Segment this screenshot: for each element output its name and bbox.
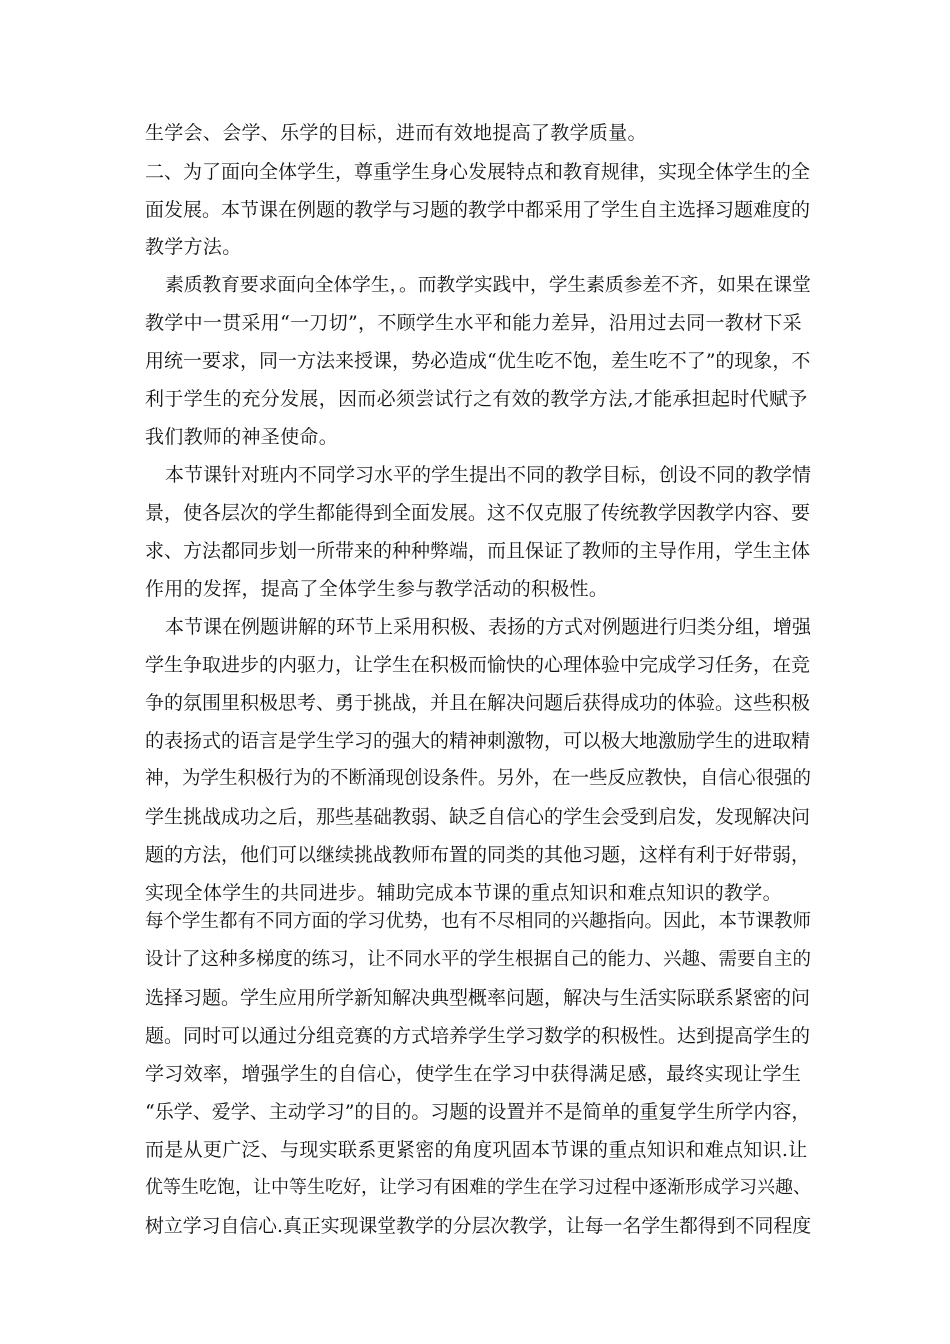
text-line: 学习效率，增强学生的自信心，使学生在学习中获得满足感，最终实现让学生: [145, 1063, 802, 1085]
text-line: 用统一要求，同一方法来授课，势必造成“优生吃不饱，差生吃不了”的现象，不: [145, 350, 811, 372]
text-line: 二、为了面向全体学生，尊重学生身心发展特点和教育规律，实现全体学生的全: [145, 161, 811, 183]
text-line: 教学中一贯采用“一刀切”，不顾学生水平和能力差异，沿用过去同一教材下采: [145, 312, 802, 334]
text-line: 题的方法，他们可以继续挑战教师布置的同类的其他习题，这样有利于好带弱，: [145, 844, 811, 866]
text-line: 神，为学生积极行为的不断涌现创设条件。另外，在一些反应教快，自信心很强的: [145, 768, 812, 789]
text-line: 生学会、会学、乐学的目标，进而有效地提高了教学质量。: [145, 122, 647, 144]
text-line: 素质教育要求面向全体学生，。而教学实践中，学生素质参差不齐，如果在课堂: [165, 275, 811, 296]
text-line: 面发展。本节课在例题的教学与习题的教学中都采用了学生自主选择习题难度的: [145, 199, 811, 221]
text-line: 教学方法。: [145, 236, 242, 258]
text-line: 争的氛围里积极思考、勇于挑战，并且在解决问题后获得成功的体验。这些积极: [145, 692, 811, 714]
text-line: 树立学习自信心.真正实现课堂教学的分层次教学，让每一名学生都得到不同程度: [145, 1215, 812, 1237]
text-line: 我们教师的神圣使命。: [145, 426, 339, 448]
text-line: 本节课在例题讲解的环节上采用积极、表扬的方式对例题进行归类分组，增强: [165, 616, 812, 638]
text-line: 而是从更广泛、与现实联系更紧密的角度巩固本节课的重点知识和难点知识.让: [145, 1139, 808, 1161]
text-line: 求、方法都同步划一所带来的种种弊端，而且保证了教师的主导作用，学生主体: [145, 540, 811, 562]
text-line: 优等生吃饱，让中等生吃好，让学习有困难的学生在学习过程中逐渐形成学习兴趣、: [145, 1177, 811, 1198]
text-line: 实现全体学生的共同进步。辅助完成本节课的重点知识和难点知识的教学。: [145, 882, 782, 904]
text-line: 本节课针对班内不同学习水平的学生提出不同的教学目标，创设不同的教学情: [165, 464, 812, 486]
text-line: 利于学生的充分发展，因而必须尝试行之有效的教学方法,才能承担起时代赋予: [145, 388, 808, 410]
text-line: 学生挑战成功之后，那些基础教弱、缺乏自信心的学生会受到启发，发现解决问: [145, 806, 811, 828]
text-line: 题。同时可以通过分组竞赛的方式培养学生学习数学的积极性。达到提高学生的: [145, 1025, 811, 1047]
text-line: 选择习题。学生应用所学新知解决典型概率问题，解决与生活实际联系紧密的问: [145, 987, 811, 1009]
text-line: 景，使各层次的学生都能得到全面发展。这不仅克服了传统教学因教学内容、要: [145, 502, 811, 524]
text-line: 的表扬式的语言是学生学习的强大的精神刺激物，可以极大地激励学生的进取精: [145, 730, 811, 752]
text-line: 作用的发挥，提高了全体学生参与教学活动的积极性。: [145, 578, 609, 600]
text-line: “乐学、爱学、主动学习”的目的。习题的设置并不是简单的重复学生所学内容，: [145, 1101, 811, 1123]
text-line: 学生争取进步的内驱力，让学生在积极而愉快的心理体验中完成学习任务，在竞: [145, 654, 811, 676]
text-line: 每个学生都有不同方面的学习优势，也有不尽相同的兴趣指向。因此，本节课教师: [145, 911, 812, 932]
text-line: 设计了这种多梯度的练习，让不同水平的学生根据自己的能力、兴趣、需要自主的: [145, 949, 812, 970]
